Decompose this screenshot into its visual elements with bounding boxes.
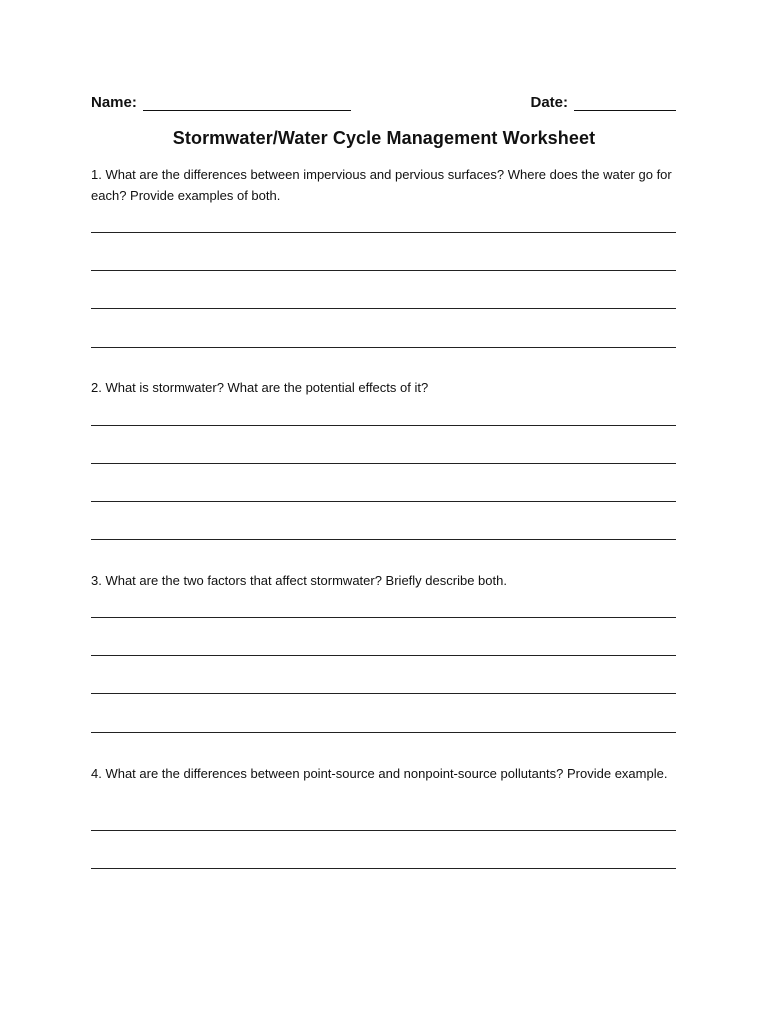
worksheet-title: Stormwater/Water Cycle Management Worksheet: [172, 128, 596, 148]
date-label: Date:: [530, 94, 568, 111]
answer-line[interactable]: [91, 232, 676, 233]
answer-line[interactable]: [91, 539, 676, 540]
answer-line[interactable]: [91, 830, 676, 831]
question-1: 1. What are the differences between impervious and pervious surfaces? Where does the water go for each? Provide examples of both.: [91, 167, 672, 203]
answer-line[interactable]: [91, 868, 676, 869]
question-4: 4. What are the differences between point-source and nonpoint-source pollutants? Provide example.: [91, 766, 668, 781]
answer-line[interactable]: [91, 501, 676, 502]
header-row: [91, 94, 676, 116]
date-field: [530, 94, 676, 111]
question-2: 2. What is stormwater? What are the potential effects of it?: [91, 380, 429, 395]
answer-line[interactable]: [91, 425, 676, 426]
question-3: 3. What are the two factors that affect stormwater? Briefly describe both.: [91, 573, 507, 588]
answer-line[interactable]: [91, 655, 676, 656]
answer-line[interactable]: [91, 617, 676, 618]
answer-line[interactable]: [91, 693, 676, 694]
name-label: Name:: [91, 94, 137, 111]
answer-line[interactable]: [91, 308, 676, 309]
name-answer-line[interactable]: [143, 96, 351, 111]
answer-line[interactable]: [91, 732, 676, 733]
name-field: [91, 94, 351, 111]
date-answer-line[interactable]: [574, 96, 676, 111]
answer-line[interactable]: [91, 270, 676, 271]
answer-line[interactable]: [91, 347, 676, 348]
answer-line[interactable]: [91, 463, 676, 464]
